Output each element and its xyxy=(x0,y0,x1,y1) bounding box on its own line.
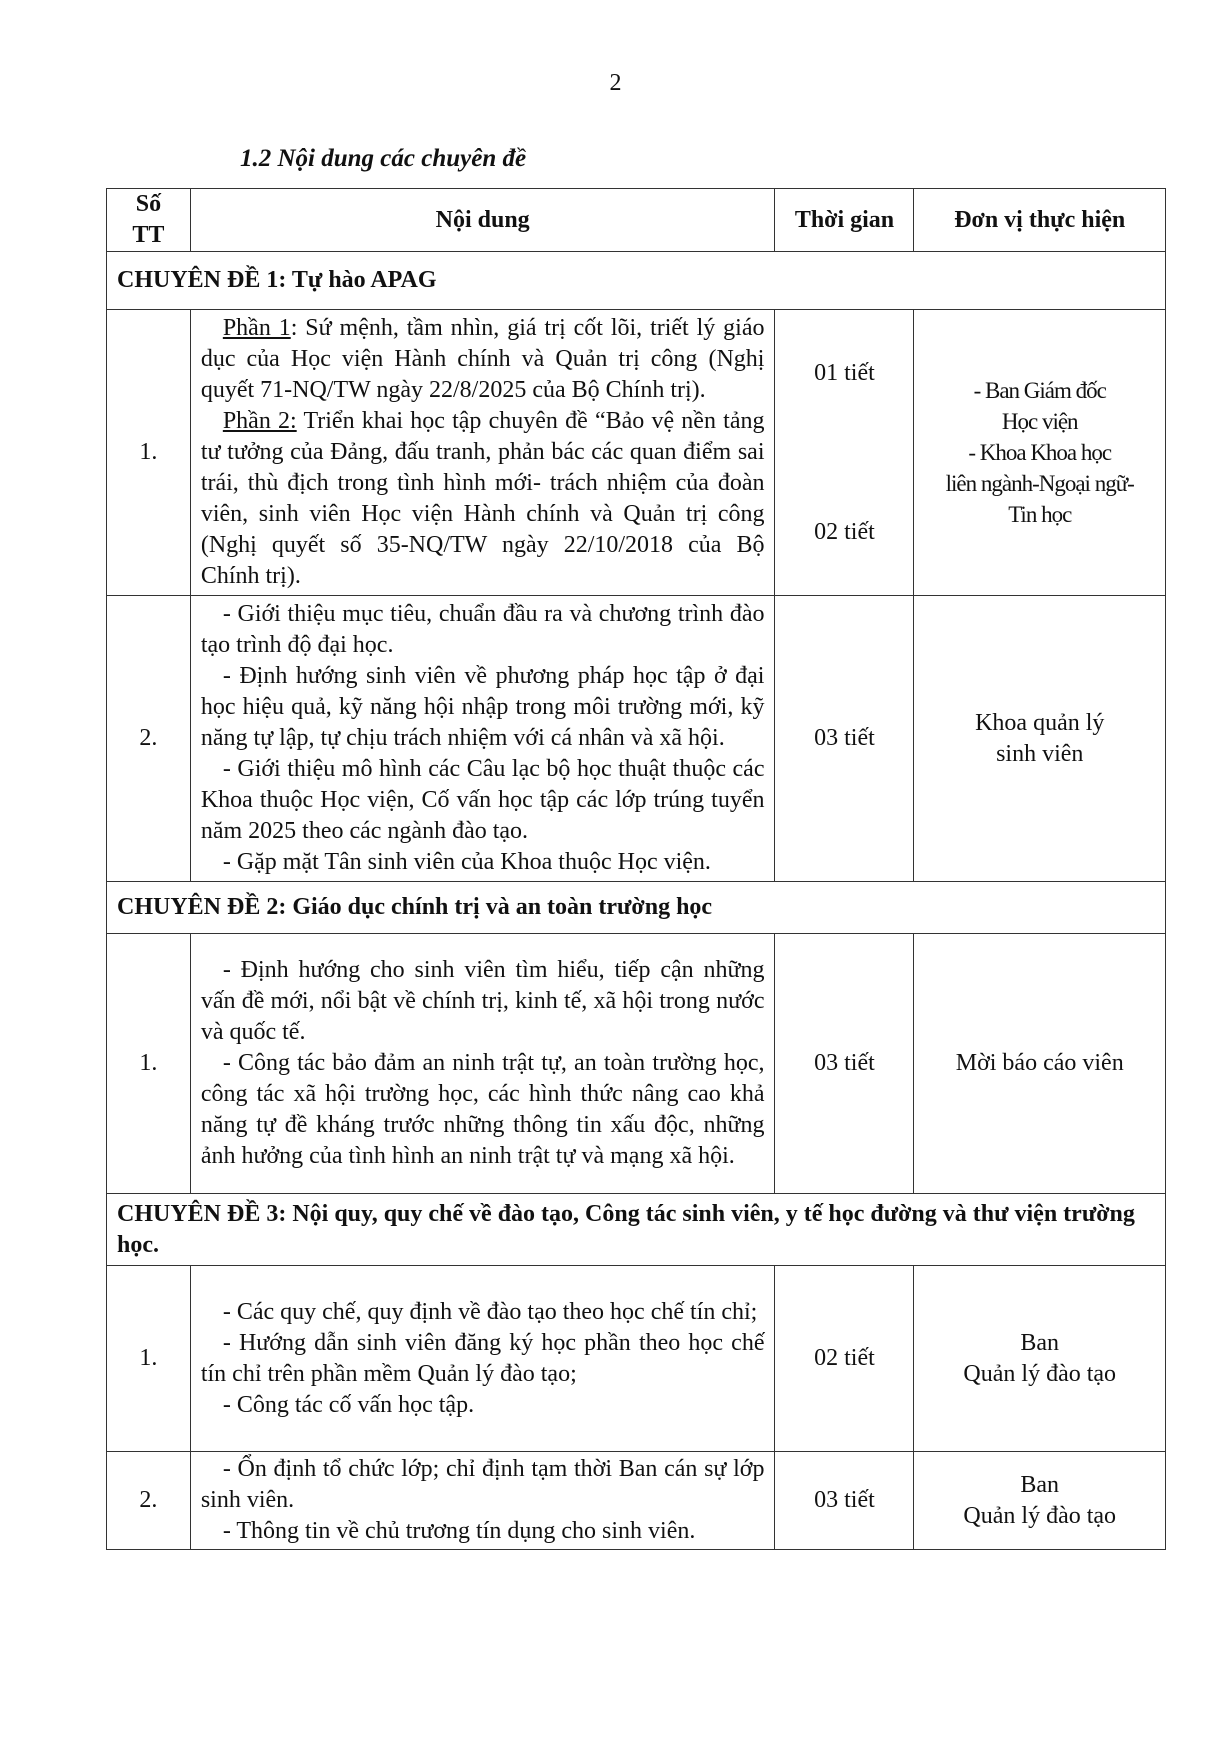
row-stt: 1. xyxy=(107,310,191,596)
list-item: - Giới thiệu mô hình các Câu lạc bộ học thuật thuộc các Khoa thuộc Học viện, Cố vấn học tập các lớp trúng tuyển năm 2025 theo các ngành đào tạo. xyxy=(200,756,765,844)
row-unit xyxy=(914,310,1166,596)
list-item: - Công tác cố vấn học tập. xyxy=(222,1391,475,1418)
table-row xyxy=(107,934,1166,1194)
list-item: - Công tác bảo đảm an ninh trật tự, an toàn trường học, công tác xã hội trường học, các hình thức nâng cao khả năng tự đề kháng trước những thông tin xấu độc, những ảnh hưởng của tình hình an ninh trật tự và mạng xã hội. xyxy=(200,1050,765,1169)
row-time: 03 tiết xyxy=(775,596,914,882)
header-stt-line2: TT xyxy=(132,222,165,248)
section-title: 1.2 Nội dung các chuyên đề xyxy=(240,145,527,172)
row-stt: 1. xyxy=(107,934,191,1194)
topic-3-title: CHUYÊN ĐỀ 3: Nội quy, quy chế về đào tạo, Công tác sinh viên, y tế học đường và thư viện trường học. xyxy=(107,1194,1166,1266)
topic-1-title: CHUYÊN ĐỀ 1: Tự hào APAG xyxy=(107,252,1166,310)
row-time-2: 02 tiết xyxy=(814,518,875,545)
part-2-label: Phần 2: xyxy=(222,408,297,434)
part-1-text: : Sứ mệnh, tầm nhìn, giá trị cốt lõi, triết lý giáo dục của Học viện Hành chính và Quản trị công (Nghị quyết 71-NQ/TW ngày 22/8/2025 của Bộ Chính trị). xyxy=(200,315,765,403)
table-row xyxy=(107,596,1166,882)
list-item: - Các quy chế, quy định về đào tạo theo học chế tín chỉ; xyxy=(222,1298,758,1325)
unit-line: Quản lý đào tạo xyxy=(963,1360,1117,1387)
list-item: - Hướng dẫn sinh viên đăng ký học phần theo học chế tín chỉ trên phần mềm Quản lý đào tạo; xyxy=(200,1329,765,1387)
topic-row xyxy=(107,882,1166,934)
list-item: - Ổn định tổ chức lớp; chỉ định tạm thời Ban cán sự lớp sinh viên. xyxy=(200,1456,765,1513)
part-2-paragraph xyxy=(201,406,765,592)
topic-row xyxy=(107,1194,1166,1266)
header-stt-line1: Số xyxy=(135,191,162,217)
row-time xyxy=(775,310,914,596)
row-time: 02 tiết xyxy=(775,1266,914,1452)
part-1-paragraph xyxy=(201,313,765,406)
header-content: Nội dung xyxy=(190,189,775,252)
row-unit: Mời báo cáo viên xyxy=(914,934,1166,1194)
table-header-row xyxy=(107,189,1166,252)
unit-line: Học viện xyxy=(1001,409,1078,434)
row-content xyxy=(190,1452,775,1550)
unit-line: Khoa quản lý xyxy=(975,709,1105,736)
header-unit: Đơn vị thực hiện xyxy=(914,189,1166,252)
table-row xyxy=(107,310,1166,596)
unit-line: - Khoa Khoa học xyxy=(968,440,1112,465)
unit-line: - Ban Giám đốc xyxy=(973,378,1106,403)
row-content xyxy=(190,596,775,882)
table-row xyxy=(107,1452,1166,1550)
row-unit xyxy=(914,596,1166,882)
row-content xyxy=(190,934,775,1194)
unit-line: Ban xyxy=(1020,1471,1060,1498)
row-time: 03 tiết xyxy=(775,1452,914,1550)
unit-line: sinh viên xyxy=(996,740,1084,767)
unit-line: Ban xyxy=(1020,1329,1060,1356)
list-item: - Giới thiệu mục tiêu, chuẩn đầu ra và chương trình đào tạo trình độ đại học. xyxy=(200,601,765,658)
unit-line: Quản lý đào tạo xyxy=(963,1502,1117,1529)
header-stt xyxy=(107,189,191,252)
row-content xyxy=(190,1266,775,1452)
list-item: - Định hướng cho sinh viên tìm hiểu, tiếp cận những vấn đề mới, nổi bật về chính trị, kinh tế, xã hội trong nước và quốc tế. xyxy=(200,957,765,1045)
part-2-text: Triển khai học tập chuyên đề “Bảo vệ nền tảng tư tưởng của Đảng, đấu tranh, phản bác các quan điểm sai trái, thù địch trong tình hình mới- trách nhiệm của đoàn viên, sinh viên Học viện Hành chính và Quản trị công (Nghị quyết số 35-NQ/TW ngày 22/10/2018 của Bộ Chính trị). xyxy=(200,408,765,589)
row-time: 03 tiết xyxy=(775,934,914,1194)
row-stt: 2. xyxy=(107,596,191,882)
row-time-1: 01 tiết xyxy=(814,359,875,386)
row-content xyxy=(190,310,775,596)
row-unit xyxy=(914,1266,1166,1452)
list-item: - Thông tin về chủ trương tín dụng cho sinh viên. xyxy=(222,1518,696,1544)
row-stt: 2. xyxy=(107,1452,191,1550)
topic-row xyxy=(107,252,1166,310)
unit-line: liên ngành-Ngoại ngữ- xyxy=(945,471,1134,496)
header-time: Thời gian xyxy=(775,189,914,252)
topic-2-title: CHUYÊN ĐỀ 2: Giáo dục chính trị và an toàn trường học xyxy=(107,882,1166,934)
row-stt: 1. xyxy=(107,1266,191,1452)
page-number: 2 xyxy=(609,70,622,96)
table-row xyxy=(107,1266,1166,1452)
row-unit xyxy=(914,1452,1166,1550)
part-1-label: Phần 1 xyxy=(222,315,291,341)
unit-line: Tin học xyxy=(1008,502,1072,527)
list-item: - Định hướng sinh viên về phương pháp học tập ở đại học hiệu quả, kỹ năng hội nhập trong môi trường mới, kỹ năng tự lập, tự chịu trách nhiệm với cá nhân và xã hội. xyxy=(200,663,765,751)
list-item: - Gặp mặt Tân sinh viên của Khoa thuộc Học viện. xyxy=(222,849,711,875)
topics-table xyxy=(106,188,1166,1550)
